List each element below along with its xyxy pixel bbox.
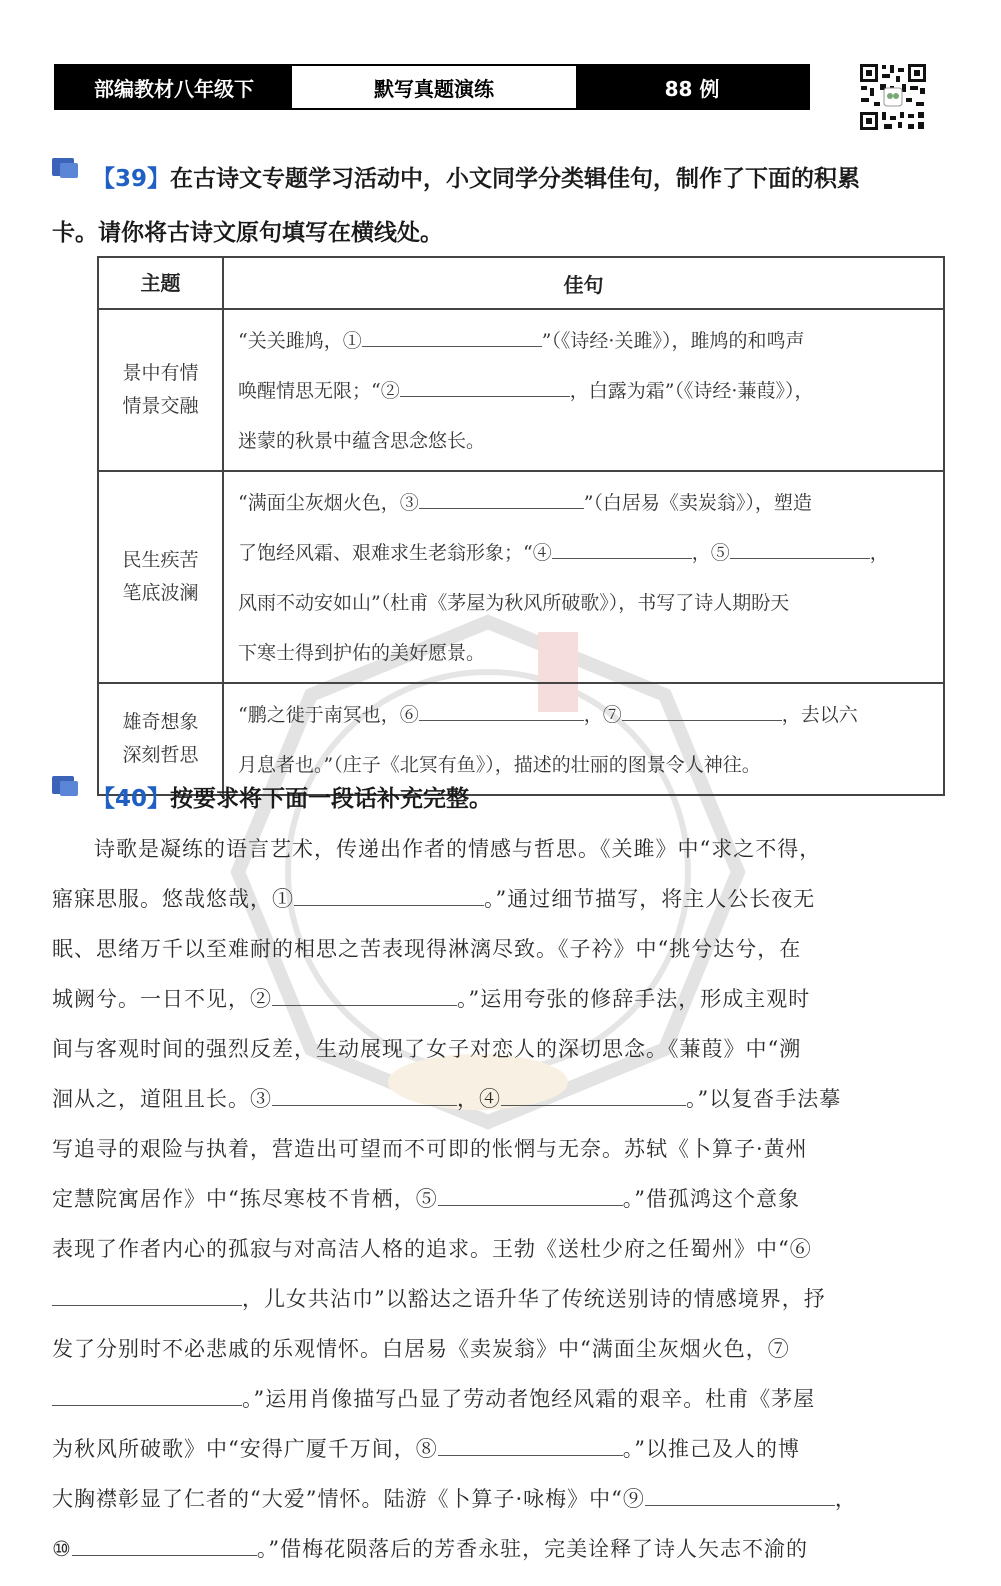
- para-text: 为秋风所破歌》中“安得广厦千万间，⑧: [52, 1437, 438, 1461]
- header-bar: [54, 64, 810, 110]
- para-line: [52, 1174, 932, 1224]
- verse-text: ，去以六: [781, 704, 858, 726]
- q40-prompt: 按要求将下面一段话补充完整。: [170, 786, 493, 812]
- theme-line: 深刻哲思: [122, 744, 199, 766]
- answer-blank-5[interactable]: [438, 1184, 623, 1206]
- para-text: 城阙兮。一日不见，②: [52, 987, 272, 1011]
- para-text: 大胸襟彰显了仁者的“大爱”情怀。陆游《卜算子·咏梅》中“⑨: [52, 1487, 645, 1511]
- para-text: 。”运用夸张的修辞手法，形成主观时: [457, 987, 811, 1011]
- para-text: ，: [834, 1487, 857, 1511]
- column-header-theme: 主题: [98, 257, 223, 309]
- question-marker-icon: [52, 776, 78, 796]
- answer-blank-1[interactable]: [362, 327, 542, 347]
- q40-number: 【40】: [92, 786, 171, 812]
- theme-cell: [98, 309, 223, 471]
- table-row: [98, 309, 944, 471]
- para-line: [52, 874, 932, 924]
- verse-text: 迷蒙的秋景中蕴含思念悠长。: [238, 430, 486, 452]
- para-line: [52, 974, 932, 1024]
- para-line: [52, 1424, 932, 1474]
- q40-title: [92, 780, 492, 813]
- answer-blank-2[interactable]: [272, 984, 457, 1006]
- para-text: 寤寐思服。悠哉悠哉，①: [52, 887, 294, 911]
- verse-text: ，白露为霜”（《诗经·蒹葭》），: [569, 380, 814, 402]
- theme-cell: [98, 471, 223, 683]
- para-text: 洄从之，道阻且长。③: [52, 1087, 272, 1111]
- para-line: [52, 1074, 932, 1124]
- answer-blank-4[interactable]: [501, 1084, 686, 1106]
- theme-line: 景中有情: [122, 362, 199, 384]
- accumulation-card-table: [97, 256, 945, 796]
- para-line: 表现了作者内心的孤寂与对高洁人格的追求。王勃《送杜少府之任蜀州》中“⑥: [52, 1237, 812, 1261]
- verse-text: “关关雎鸠，①: [238, 330, 362, 352]
- theme-line: 民生疾苦: [122, 549, 199, 571]
- theme-line: 情景交融: [122, 395, 199, 417]
- verse-cell: [223, 683, 944, 795]
- table-header-row: [98, 257, 944, 309]
- para-line: 眠、思绪万千以至难耐的相思之苦表现得淋漓尽致。《子衿》中“挑兮达兮，在: [52, 937, 802, 961]
- answer-blank-1[interactable]: [294, 884, 484, 906]
- answer-blank-6[interactable]: [52, 1284, 242, 1306]
- theme-line: 笔底波澜: [122, 582, 199, 604]
- para-text: 。”以推己及人的博: [622, 1437, 800, 1461]
- verse-text: 风雨不动安如山”（杜甫《茅屋为秋风所破歌》），书写了诗人期盼天: [238, 592, 790, 614]
- verse-text: 月息者也。”（庄子《北冥有鱼》），描述的壮丽的图景令人神往。: [238, 754, 761, 776]
- verse-text: 唤醒情思无限；“②: [238, 380, 400, 402]
- table-row: [98, 683, 944, 795]
- answer-blank-3[interactable]: [419, 489, 584, 509]
- q40-paragraph: [52, 824, 932, 1574]
- para-line: [52, 1374, 932, 1424]
- para-line: 写追寻的艰险与执着，营造出可望而不可即的怅惘与无奈。苏轼《卜算子·黄州: [52, 1137, 808, 1161]
- para-line: 诗歌是凝练的语言艺术，传递出作者的情感与哲思。《关雎》中“求之不得，: [94, 837, 822, 861]
- para-line: [52, 1274, 932, 1324]
- para-text: ⑩: [52, 1537, 72, 1561]
- q39-number: 【39】: [92, 166, 171, 192]
- answer-blank-4[interactable]: [552, 539, 692, 559]
- para-text: 。”借梅花陨落后的芳香永驻，完美诠释了诗人矢志不渝的: [256, 1537, 809, 1561]
- para-text: 。”运用肖像描写凸显了劳动者饱经风霜的艰辛。杜甫《茅屋: [242, 1387, 816, 1411]
- verse-text: ”（白居易《卖炭翁》），塑造: [583, 492, 812, 514]
- q39-title-line1: [92, 160, 860, 193]
- verse-text: ，: [869, 542, 889, 564]
- para-text: ，儿女共沾巾”以豁达之语升华了传统送别诗的情感境界，抒: [242, 1287, 826, 1311]
- column-header-verse: 佳句: [223, 257, 944, 309]
- para-line: [52, 1474, 932, 1524]
- para-line: 发了分别时不必悲戚的乐观情怀。白居易《卖炭翁》中“满面尘灰烟火色，⑦: [52, 1337, 790, 1361]
- answer-blank-3[interactable]: [272, 1084, 457, 1106]
- para-text: 。”借孤鸿这个意象: [622, 1187, 800, 1211]
- header-grade: 部编教材八年级下: [56, 66, 292, 108]
- verse-text: “满面尘灰烟火色，③: [238, 492, 419, 514]
- theme-line: 雄奇想象: [122, 711, 199, 733]
- header-topic: 默写真题演练: [292, 66, 576, 108]
- verse-text: 下寒士得到护佑的美好愿景。: [238, 642, 486, 664]
- answer-blank-7[interactable]: [52, 1384, 242, 1406]
- verse-text: “鹏之徙于南冥也，⑥: [238, 704, 419, 726]
- verse-cell: [223, 309, 944, 471]
- verse-cell: [223, 471, 944, 683]
- question-marker-icon: [52, 158, 78, 178]
- para-text: 。”以复沓手法摹: [686, 1087, 842, 1111]
- answer-blank-2[interactable]: [400, 377, 570, 397]
- answer-blank-6[interactable]: [419, 701, 584, 721]
- para-text: ，④: [457, 1087, 501, 1111]
- answer-blank-9[interactable]: [645, 1484, 835, 1506]
- para-line: 间与客观时间的强烈反差，生动展现了女子对恋人的深切思念。《蒹葭》中“溯: [52, 1037, 802, 1061]
- answer-blank-5[interactable]: [730, 539, 870, 559]
- verse-text: ，⑦: [583, 704, 622, 726]
- answer-blank-7[interactable]: [622, 701, 782, 721]
- header-count: 88 例: [576, 66, 808, 108]
- para-text: 。”通过细节描写，将主人公长夜无: [484, 887, 816, 911]
- verse-text: ”（《诗经·关雎》），雎鸠的和鸣声: [541, 330, 805, 352]
- para-line: [52, 1524, 932, 1574]
- table-row: [98, 471, 944, 683]
- answer-blank-8[interactable]: [438, 1434, 623, 1456]
- q39-prompt: 在古诗文专题学习活动中，小文同学分类辑佳句，制作了下面的积累: [170, 166, 861, 192]
- q39-title-line2: 卡。请你将古诗文原句填写在横线处。: [52, 220, 443, 246]
- answer-blank-10[interactable]: [72, 1534, 257, 1556]
- verse-text: ，⑤: [691, 542, 730, 564]
- verse-text: 了饱经风霜、艰难求生老翁形象；“④: [238, 542, 552, 564]
- para-text: 定慧院寓居作》中“拣尽寒枝不肯栖，⑤: [52, 1187, 438, 1211]
- qr-code-icon: [858, 62, 928, 132]
- theme-cell: [98, 683, 223, 795]
